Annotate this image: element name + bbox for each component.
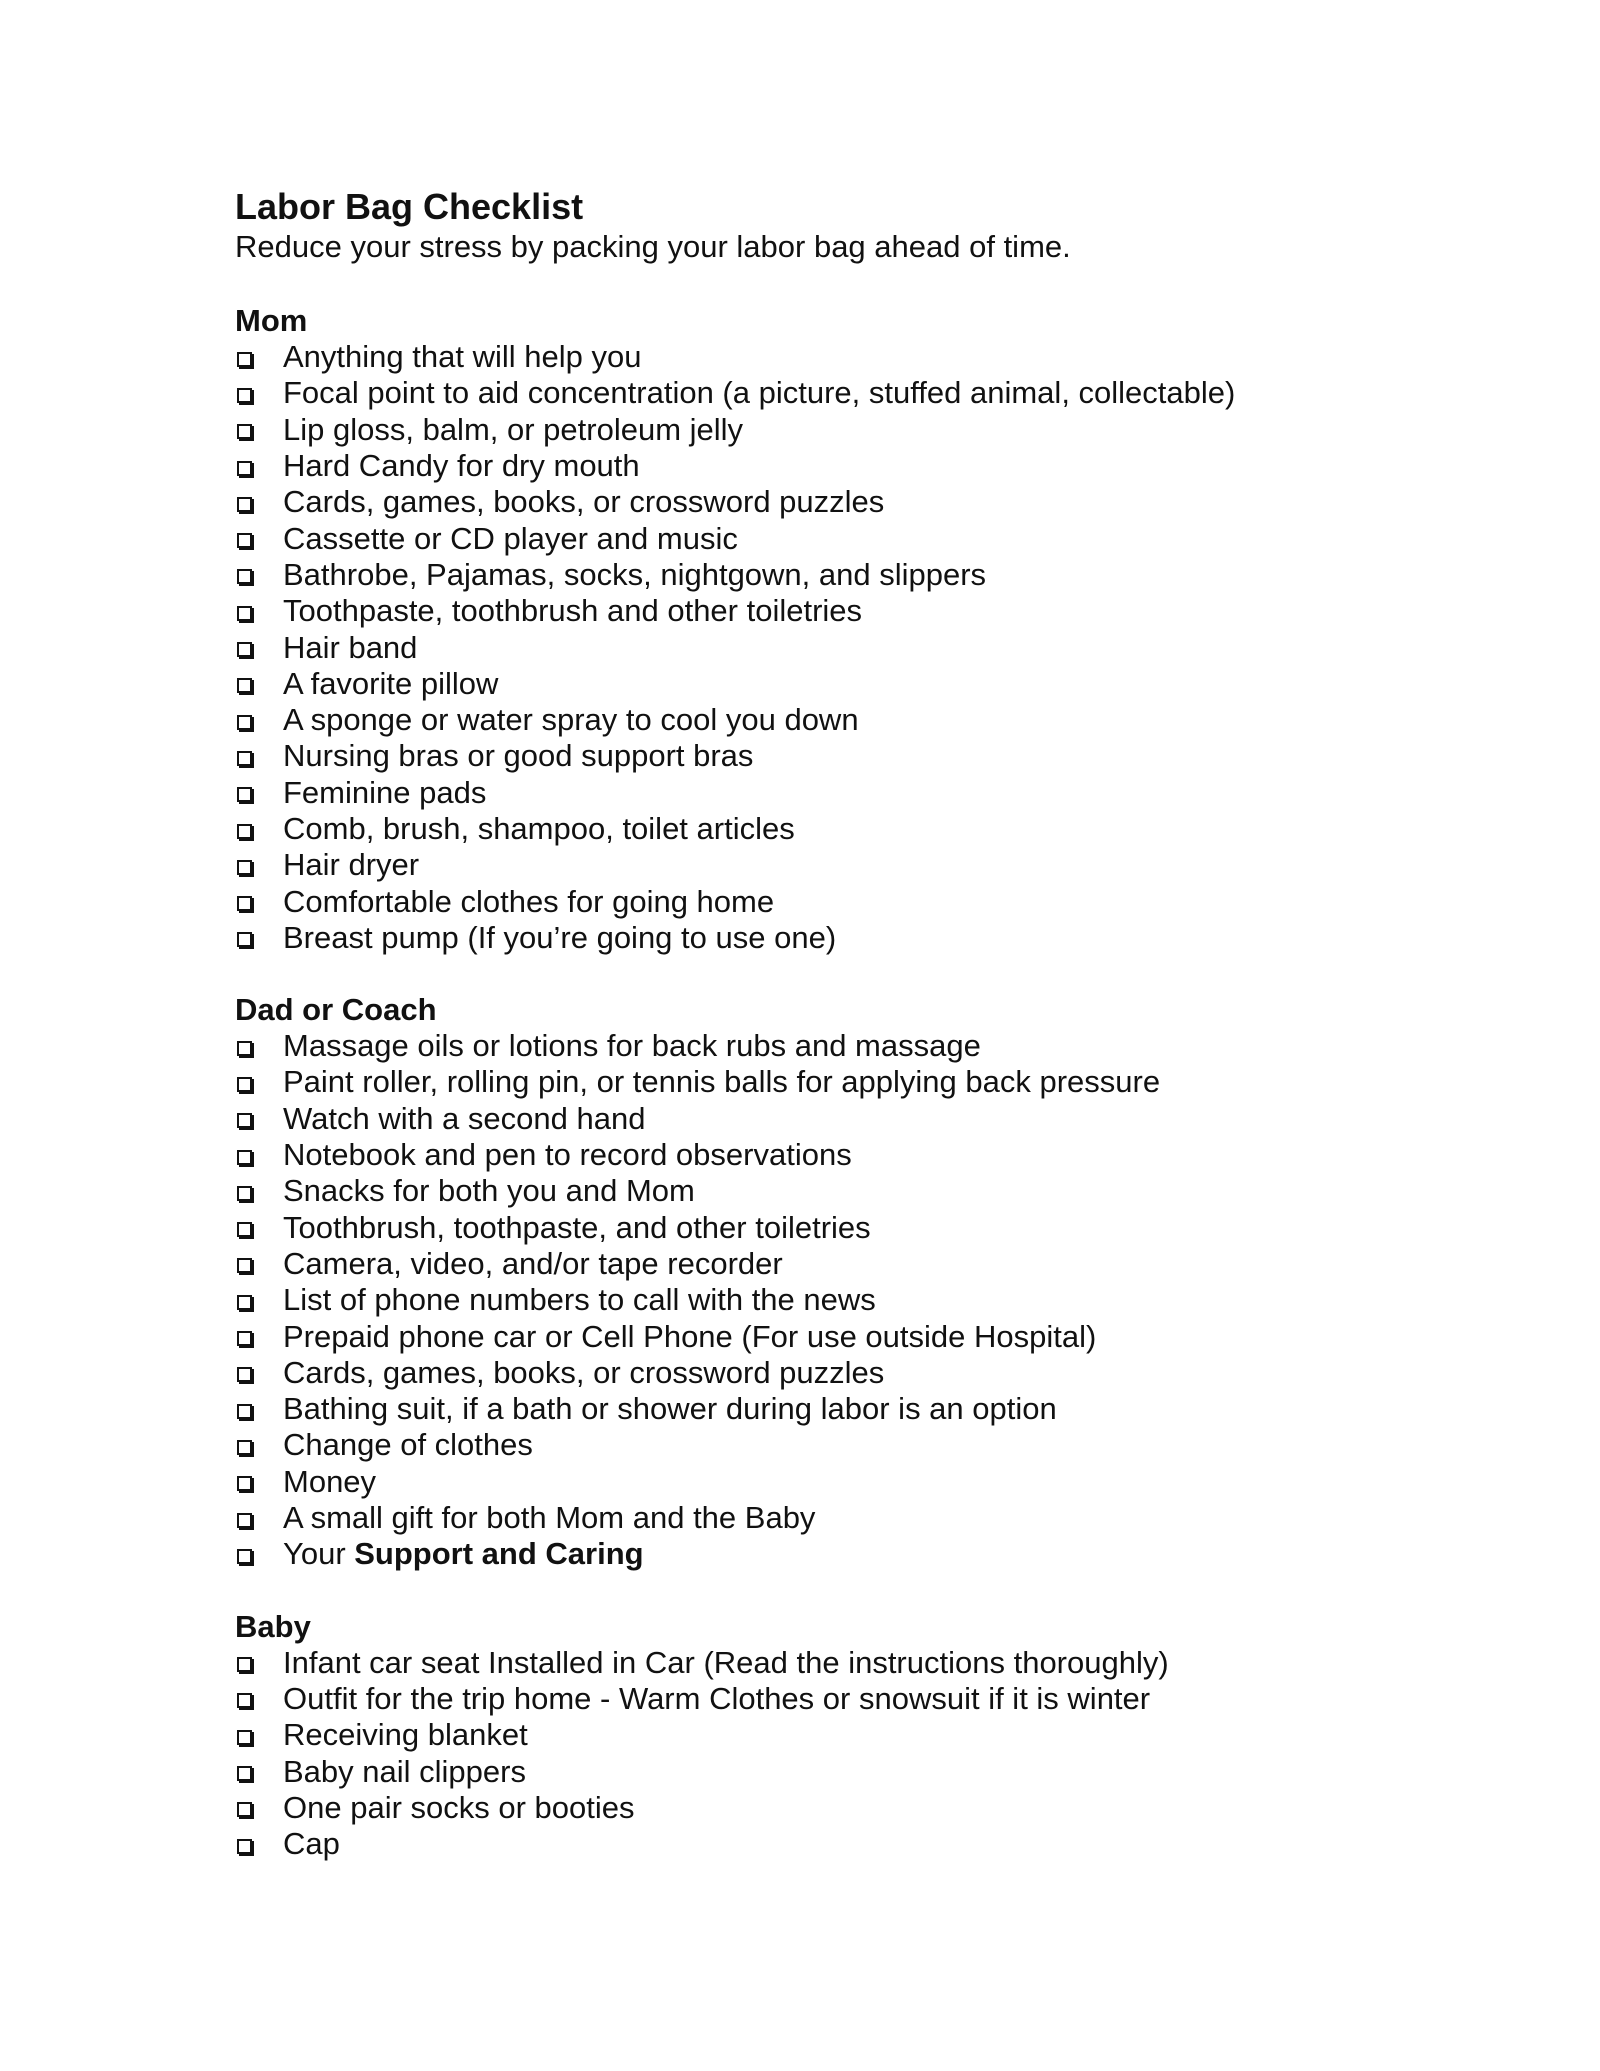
checklist-item <box>235 775 1535 811</box>
checklist-item-text: Hard Candy for dry mouth <box>283 448 640 484</box>
checklist-item <box>235 1645 1535 1681</box>
checklist-item-text: Massage oils or lotions for back rubs and massage <box>283 1028 981 1064</box>
checkbox-icon[interactable] <box>237 606 252 621</box>
checklist-item <box>235 375 1535 411</box>
page-subtitle: Reduce your stress by packing your labor bag ahead of time. <box>235 229 1071 264</box>
checklist-item-text: Anything that will help you <box>283 339 642 375</box>
checklist-item-text: List of phone numbers to call with the news <box>283 1282 876 1318</box>
page-title: Labor Bag Checklist <box>235 186 584 227</box>
checklist-item-text: Bathing suit, if a bath or shower during labor is an option <box>283 1391 1057 1427</box>
checkbox-icon[interactable] <box>237 1730 252 1745</box>
checkbox-icon[interactable] <box>237 424 252 439</box>
checklist-item <box>235 920 1535 956</box>
checklist-item <box>235 1246 1535 1282</box>
checklist-item-text: A sponge or water spray to cool you down <box>283 702 859 738</box>
checklist-item <box>235 412 1535 448</box>
checklist-page <box>235 186 1535 1898</box>
checkbox-icon[interactable] <box>237 860 252 875</box>
checklist-item <box>235 629 1535 665</box>
checkbox-icon[interactable] <box>237 352 252 367</box>
checkbox-icon[interactable] <box>237 1186 252 1201</box>
checklist-item-text: Outfit for the trip home - Warm Clothes or snowsuit if it is winter <box>283 1680 1151 1716</box>
checkbox-icon[interactable] <box>237 533 252 548</box>
checklist-item-text: Paint roller, rolling pin, or tennis balls for applying back pressure <box>283 1064 1161 1100</box>
checkbox-icon[interactable] <box>237 1295 252 1310</box>
checklist-item <box>235 811 1535 847</box>
checkbox-icon[interactable] <box>237 1476 252 1491</box>
checkbox-icon[interactable] <box>237 1549 252 1564</box>
checklist-item-prefix: Your <box>283 1536 355 1572</box>
checklist-item-text: Nursing bras or good support bras <box>283 738 754 774</box>
checkbox-icon[interactable] <box>237 1766 252 1781</box>
checkbox-icon[interactable] <box>237 1839 252 1854</box>
section-mom <box>235 303 1535 956</box>
checklist-dad-or-coach-last <box>235 1536 1535 1572</box>
checkbox-icon[interactable] <box>237 896 252 911</box>
checkbox-icon[interactable] <box>237 1258 252 1273</box>
checklist-item-text: Lip gloss, balm, or petroleum jelly <box>283 411 744 447</box>
checklist-item-text: Bathrobe, Pajamas, socks, nightgown, and slippers <box>283 556 987 592</box>
checklist-item <box>235 557 1535 593</box>
checkbox-icon[interactable] <box>237 1222 252 1237</box>
checklist-item <box>235 1210 1535 1246</box>
checkbox-icon[interactable] <box>237 715 252 730</box>
checkbox-icon[interactable] <box>237 388 252 403</box>
section-heading-dad-or-coach: Dad or Coach <box>235 992 437 1028</box>
checklist-item-text: Focal point to aid concentration (a picture, stuffed animal, collectable) <box>283 375 1236 411</box>
checkbox-icon[interactable] <box>237 932 252 947</box>
checkbox-icon[interactable] <box>237 1404 252 1419</box>
checkbox-icon[interactable] <box>237 1802 252 1817</box>
checkbox-icon[interactable] <box>237 1150 252 1165</box>
checklist-item-text: Money <box>283 1463 377 1499</box>
checklist-item <box>235 1101 1535 1137</box>
checklist-item-text: Feminine pads <box>283 774 487 810</box>
checklist-item-text: Cassette or CD player and music <box>283 520 738 556</box>
checklist-item-text: Infant car seat Installed in Car (Read the instructions thoroughly) <box>283 1644 1169 1680</box>
checkbox-icon[interactable] <box>237 1440 252 1455</box>
checklist-item-text: Cap <box>283 1826 340 1862</box>
checklist-item-text: Toothbrush, toothpaste, and other toiletries <box>283 1209 871 1245</box>
checklist-item-text <box>283 1536 644 1572</box>
checkbox-icon[interactable] <box>237 1513 252 1528</box>
checkbox-icon[interactable] <box>237 1657 252 1672</box>
checklist-item-text: Change of clothes <box>283 1427 533 1463</box>
checklist-item <box>235 520 1535 556</box>
checklist-item-text: Comb, brush, shampoo, toilet articles <box>283 811 795 846</box>
checklist-item <box>235 339 1535 375</box>
checklist-item <box>235 738 1535 774</box>
checklist-mom <box>235 339 1535 956</box>
checkbox-icon[interactable] <box>237 497 252 512</box>
checkbox-icon[interactable] <box>237 824 252 839</box>
checklist-item <box>235 448 1535 484</box>
checklist-item-text: Snacks for both you and Mom <box>283 1173 695 1209</box>
checklist-item-emphasis: Support and Caring <box>354 1536 644 1572</box>
checkbox-icon[interactable] <box>237 1077 252 1092</box>
checklist-dad-or-coach <box>235 1028 1535 1536</box>
checklist-item <box>235 1318 1535 1354</box>
checklist-item <box>235 1064 1535 1100</box>
checklist-item-text: Prepaid phone car or Cell Phone (For use outside Hospital) <box>283 1318 1097 1354</box>
section-dad-or-coach <box>235 992 1535 1572</box>
checkbox-icon[interactable] <box>237 1041 252 1056</box>
checklist-item-text: Baby nail clippers <box>283 1753 526 1789</box>
checklist-item-text: A small gift for both Mom and the Baby <box>283 1500 816 1536</box>
checklist-item-text: Hair dryer <box>283 847 420 883</box>
checklist-item-text: Toothpaste, toothbrush and other toiletries <box>283 593 863 629</box>
checklist-item <box>235 1355 1535 1391</box>
checklist-item <box>235 1391 1535 1427</box>
checkbox-icon[interactable] <box>237 569 252 584</box>
checkbox-icon[interactable] <box>237 751 252 766</box>
checkbox-icon[interactable] <box>237 787 252 802</box>
checklist-item <box>235 1826 1535 1862</box>
checklist-item-text: Cards, games, books, or crossword puzzles <box>283 484 885 520</box>
checklist-item-text: Camera, video, and/or tape recorder <box>283 1245 783 1281</box>
checklist-item <box>235 1427 1535 1463</box>
checklist-item <box>235 593 1535 629</box>
checklist-item <box>235 1500 1535 1536</box>
checklist-item-text: One pair socks or booties <box>283 1789 635 1825</box>
checklist-item <box>235 847 1535 883</box>
checklist-item <box>235 1137 1535 1173</box>
checklist-item <box>235 666 1535 702</box>
checkbox-icon[interactable] <box>237 678 252 693</box>
checklist-item-text: Watch with a second hand <box>283 1100 646 1136</box>
checklist-item <box>235 883 1535 919</box>
checkbox-icon[interactable] <box>237 642 252 657</box>
checklist-item-text: Notebook and pen to record observations <box>283 1137 852 1173</box>
checklist-item <box>235 1173 1535 1209</box>
checklist-item-text: A favorite pillow <box>283 665 499 701</box>
checklist-item <box>235 1790 1535 1826</box>
checklist-baby <box>235 1645 1535 1863</box>
checklist-item <box>235 1753 1535 1789</box>
checklist-item <box>235 1464 1535 1500</box>
checklist-item <box>235 702 1535 738</box>
checklist-item-text: Cards, games, books, or crossword puzzles <box>283 1354 885 1390</box>
checklist-item <box>235 1282 1535 1318</box>
checklist-item <box>235 484 1535 520</box>
section-heading-baby: Baby <box>235 1608 311 1644</box>
checkbox-icon[interactable] <box>237 1113 252 1128</box>
checklist-item <box>235 1717 1535 1753</box>
checkbox-icon[interactable] <box>237 461 252 476</box>
checklist-item <box>235 1536 1535 1572</box>
section-heading-mom: Mom <box>235 303 308 338</box>
checklist-item-text: Receiving blanket <box>283 1717 528 1753</box>
checklist-item-text: Breast pump (If you’re going to use one) <box>283 919 837 955</box>
checklist-item <box>235 1681 1535 1717</box>
checklist-item <box>235 1028 1535 1064</box>
checkbox-icon[interactable] <box>237 1367 252 1382</box>
section-baby <box>235 1609 1535 1863</box>
checklist-item-text: Comfortable clothes for going home <box>283 883 775 919</box>
checkbox-icon[interactable] <box>237 1331 252 1346</box>
checkbox-icon[interactable] <box>237 1693 252 1708</box>
checklist-item-text: Hair band <box>283 629 418 665</box>
